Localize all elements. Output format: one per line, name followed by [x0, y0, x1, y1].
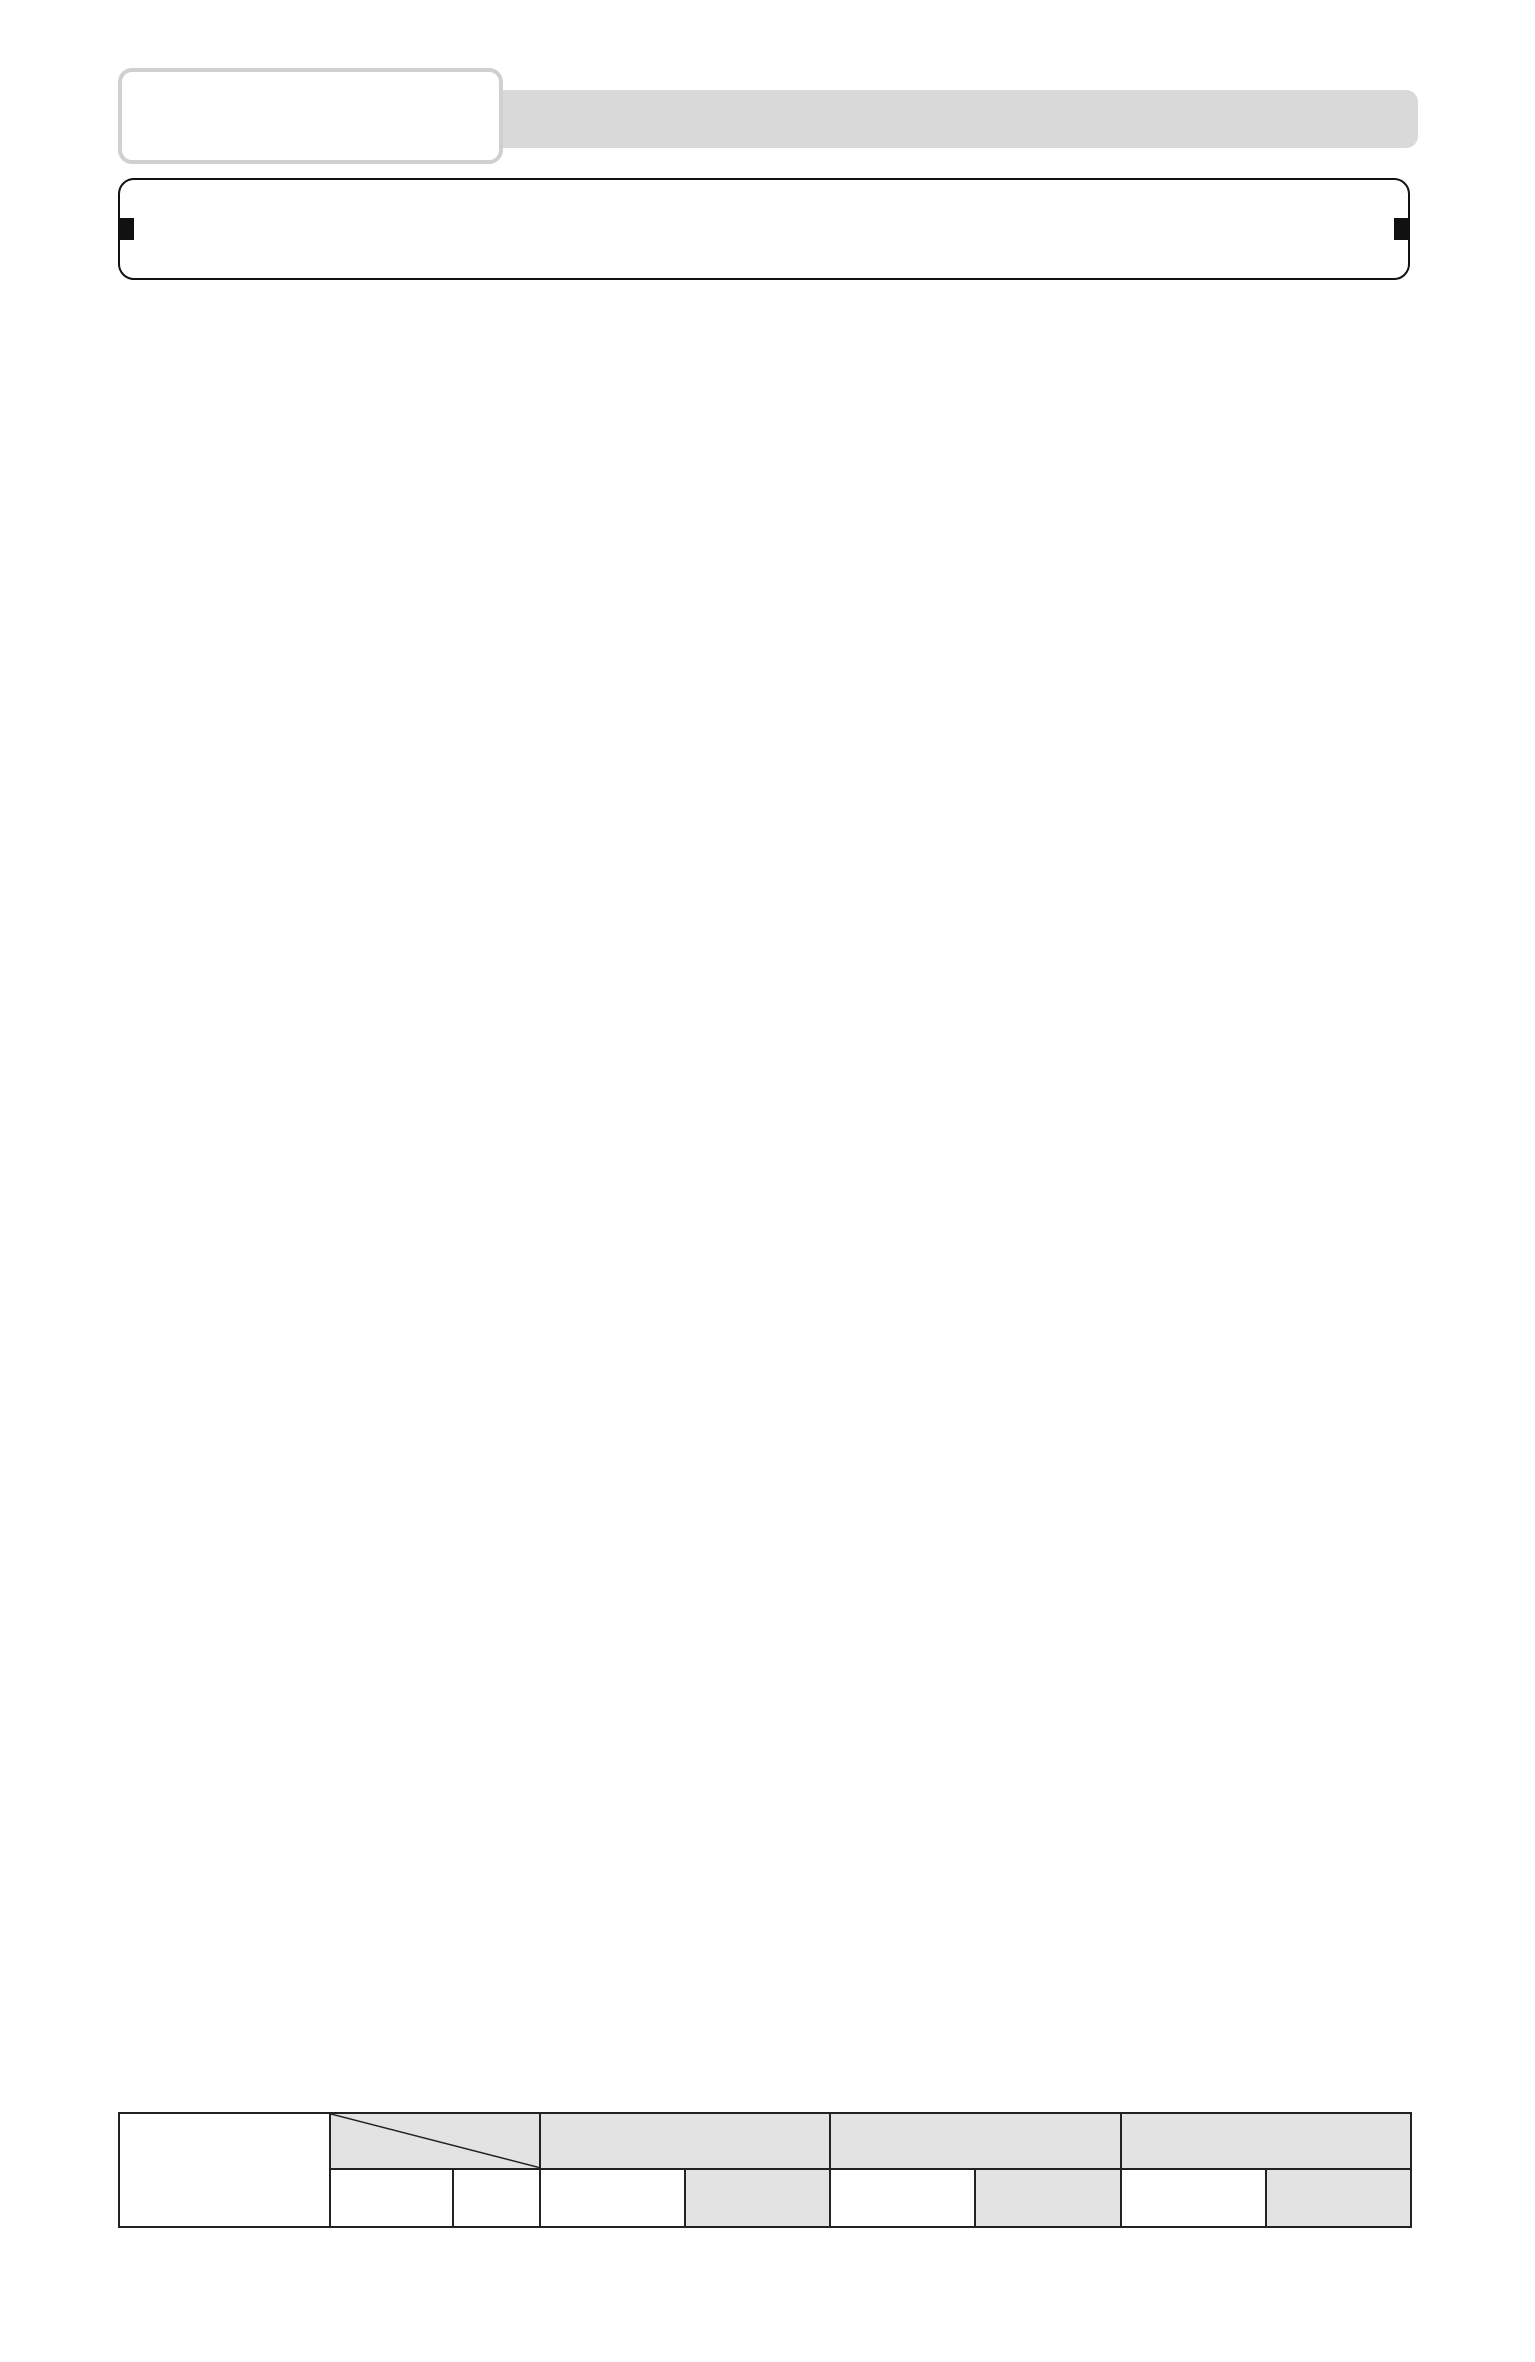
- corner-diagonal: [331, 2114, 541, 2168]
- organ-prelude: [176, 304, 204, 330]
- next-week-schedule-table: [118, 2112, 1412, 2228]
- schedule-person: [830, 2169, 975, 2227]
- schedule-header-2: [830, 2113, 1120, 2169]
- schedule-header-1: [540, 2113, 830, 2169]
- title-box: [118, 68, 503, 164]
- schedule-person: [685, 2169, 830, 2227]
- schedule-corner-cell: [330, 2113, 539, 2169]
- schedule-person: [1266, 2169, 1411, 2227]
- schedule-type-announce: [453, 2169, 540, 2227]
- schedule-header-3: [1121, 2113, 1411, 2169]
- schedule-person: [1121, 2169, 1266, 2227]
- schedule-person: [975, 2169, 1120, 2227]
- schedule-person: [540, 2169, 685, 2227]
- service-times-box: [118, 178, 1410, 280]
- box-tab-right: [1394, 218, 1410, 240]
- box-tab-left: [118, 218, 134, 240]
- schedule-type-prayer: [330, 2169, 452, 2227]
- schedule-row-title: [119, 2113, 330, 2227]
